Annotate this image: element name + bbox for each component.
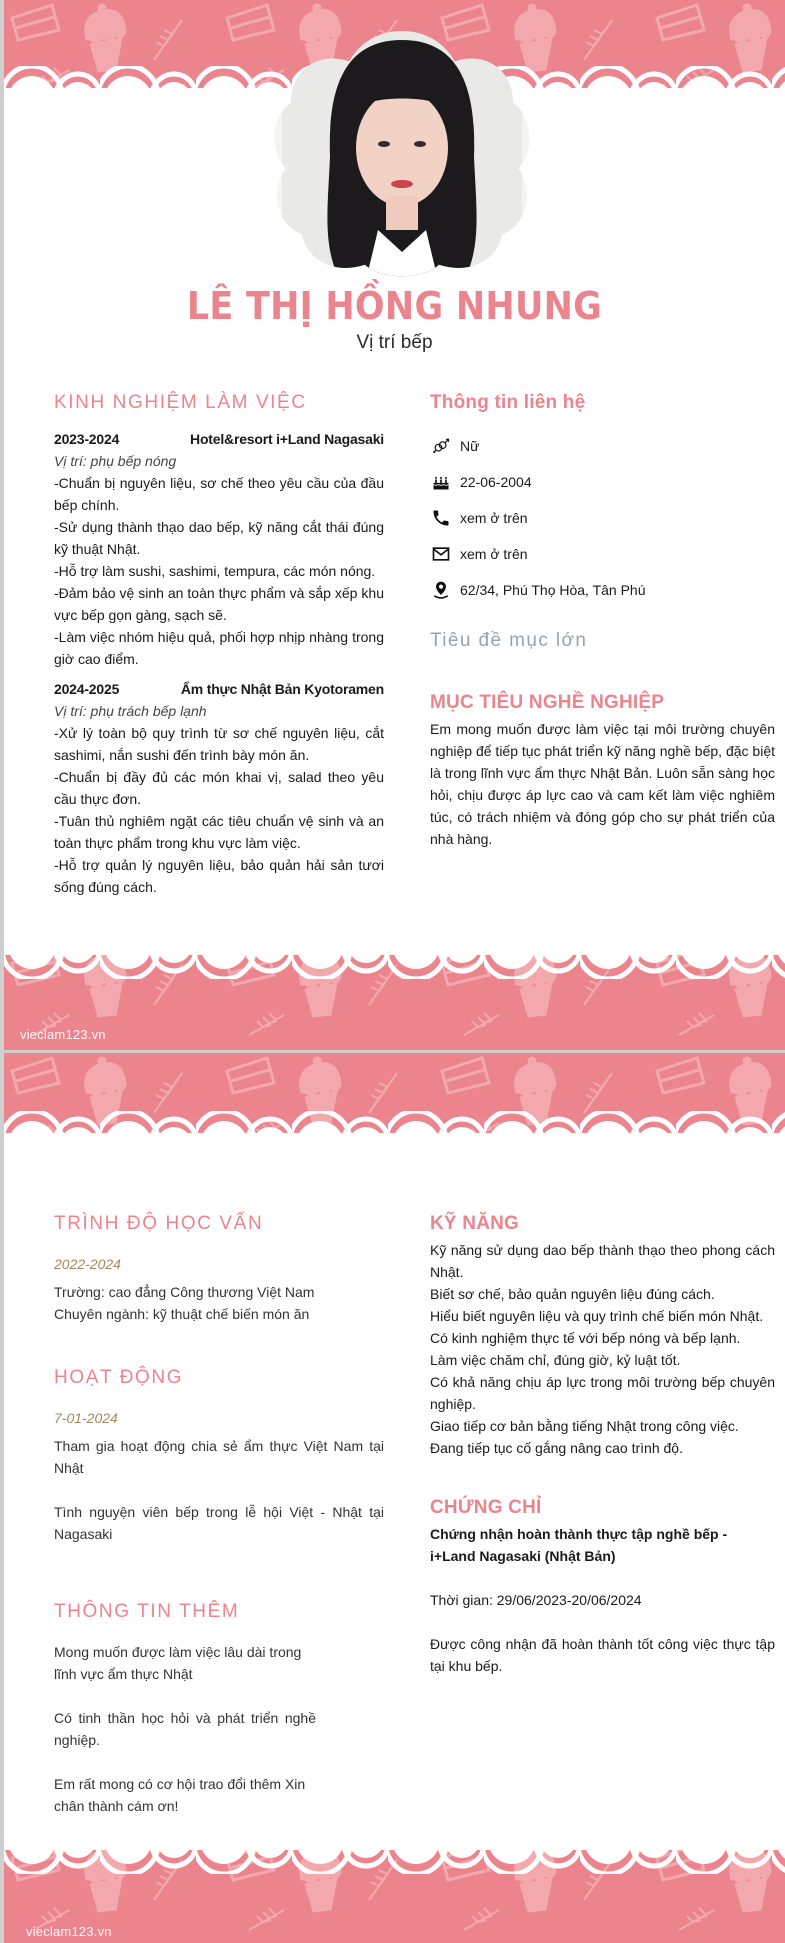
contact-value: xem ở trên xyxy=(460,510,528,526)
skill-item: Hiểu biết nguyên liệu và quy trình chế biến món Nhật. xyxy=(430,1308,764,1324)
left-column xyxy=(54,1213,384,1817)
certificates-heading: CHỨNG CHỈ xyxy=(430,1497,542,1518)
cv-page-2 xyxy=(4,1053,785,1943)
mail-icon xyxy=(430,543,452,565)
job-company: Hotel&resort i+Land Nagasaki xyxy=(190,431,384,447)
objective-text: Em mong muốn được làm việc tại môi trường chuyên nghiệp để tiếp tục phát triển kỹ năng nghề bếp, đặc biệt là trong lĩnh vực ẩm thực Nhật Bản. Luôn sẵn sàng học hỏi, chịu được áp lực cao và cam kết làm việc nghiêm túc, có trách nhiệm và đóng góp cho sự phát triển của nhà hàng. xyxy=(430,721,775,847)
contact-heading: Thông tin liên hệ xyxy=(430,392,586,413)
job-duty: -Chuẩn bị đầy đủ các món khai vị, salad theo yêu cầu thực đơn. xyxy=(54,769,384,807)
contact-email[interactable] xyxy=(430,536,775,572)
skills-heading: KỸ NĂNG xyxy=(430,1213,520,1234)
education-school: Trường: cao đẳng Công thương Việt Nam xyxy=(54,1284,315,1300)
job-duty: -Tuân thủ nghiêm ngặt các tiêu chuẩn vệ sinh và an toàn thực phẩm trong khu vực làm việc. xyxy=(54,813,384,851)
candidate-role: Vị trí bếp xyxy=(356,332,433,353)
activities-heading: HOẠT ĐỘNG xyxy=(54,1367,184,1388)
skill-item: Kỹ năng sử dụng dao bếp thành thạo theo phong cách Nhật. xyxy=(430,1242,775,1280)
job-duty: -Hỗ trợ làm sushi, sashimi, tempura, các món nóng. xyxy=(54,563,376,579)
contact-address xyxy=(430,572,775,608)
watermark: vieclam123.vn xyxy=(20,1027,106,1042)
watermark: vieclam123.vn xyxy=(26,1924,112,1939)
certificate-desc: Được công nhận đã hoàn thành tốt công việc thực tập tại khu bếp. xyxy=(430,1636,775,1674)
job-period: 2023-2024 xyxy=(54,431,120,447)
portrait-photo xyxy=(270,26,534,280)
contact-section xyxy=(430,392,775,850)
birthday-cake-icon xyxy=(430,471,452,493)
cv-page-1 xyxy=(4,0,785,1050)
certificate-period: Thời gian: 29/06/2023-20/06/2024 xyxy=(430,1592,642,1608)
activity-item: Tham gia hoạt động chia sẻ ẩm thực Việt Nam tại Nhật xyxy=(54,1438,384,1476)
avatar[interactable] xyxy=(270,26,534,280)
contact-phone[interactable] xyxy=(430,500,775,536)
right-column xyxy=(430,1213,775,1677)
job-position: Vị trí: phụ bếp nóng xyxy=(54,453,177,469)
additional-item: Có tinh thần học hỏi và phát triển nghề nghiệp. xyxy=(54,1710,316,1748)
additional-info-heading: THÔNG TIN THÊM xyxy=(54,1601,240,1622)
skill-item: Giao tiếp cơ bản bằng tiếng Nhật trong công việc. xyxy=(430,1418,739,1434)
experience-section xyxy=(54,392,384,898)
experience-heading: KINH NGHIỆM LÀM VIỆC xyxy=(54,392,307,413)
header-decorative-band xyxy=(4,1053,785,1145)
skill-item: Có khả năng chịu áp lực trong môi trường bếp chuyên nghiệp. xyxy=(430,1374,775,1412)
objective-heading: MỤC TIÊU NGHỀ NGHIỆP xyxy=(430,692,665,713)
contact-value: Nữ xyxy=(460,438,480,454)
additional-item: Em rất mong có cơ hội trao đổi thêm Xin chân thành cám ơn! xyxy=(54,1776,306,1814)
activity-date: 7-01-2024 xyxy=(54,1410,118,1426)
contact-value: 22-06-2004 xyxy=(460,474,532,490)
scallop-border-icon xyxy=(4,1111,785,1145)
certificate-name: Chứng nhận hoàn thành thực tập nghề bếp - i+Land Nagasaki (Nhật Bản) xyxy=(430,1526,728,1564)
job-duty: -Làm việc nhóm hiệu quả, phối hợp nhịp nhàng trong giờ cao điểm. xyxy=(54,629,384,667)
skill-item: Đang tiếp tục cố gắng nâng cao trình độ. xyxy=(430,1440,683,1456)
placeholder-heading: Tiêu đề mục lớn xyxy=(430,630,588,651)
activity-item: Tình nguyện viên bếp trong lễ hội Việt - Nhật tại Nagasaki xyxy=(54,1504,384,1542)
footer-decorative-band xyxy=(4,1840,785,1943)
skill-item: Biết sơ chế, bảo quản nguyên liệu đúng cách. xyxy=(430,1286,715,1302)
candidate-name: LÊ THỊ HỒNG NHUNG xyxy=(186,284,603,328)
scallop-border-icon xyxy=(4,945,785,979)
scallop-border-icon xyxy=(4,1840,785,1874)
footer-decorative-band xyxy=(4,945,785,1050)
contact-birthday xyxy=(430,464,775,500)
job-duty: -Hỗ trợ quản lý nguyên liệu, bảo quản hải sản tươi sống đúng cách. xyxy=(54,857,384,895)
job-company: Ẩm thực Nhật Bản Kyotoramen xyxy=(180,681,384,697)
skill-item: Có kinh nghiệm thực tế với bếp nóng và bếp lạnh. xyxy=(430,1330,741,1346)
job-position: Vị trí: phụ trách bếp lạnh xyxy=(54,703,207,719)
phone-icon xyxy=(430,507,452,529)
contact-value: 62/34, Phú Thọ Hòa, Tân Phú xyxy=(460,582,646,598)
job-entry xyxy=(54,678,384,898)
additional-item: Mong muốn được làm việc lâu dài trong lĩnh vực ẩm thực Nhật xyxy=(54,1644,302,1682)
contact-gender xyxy=(430,428,775,464)
job-entry xyxy=(54,428,384,670)
job-duty: -Chuẩn bị nguyên liệu, sơ chế theo yêu cầu của đầu bếp chính. xyxy=(54,475,384,513)
contact-value: xem ở trên xyxy=(460,546,528,562)
gender-icon xyxy=(430,435,452,457)
skill-item: Làm việc chăm chỉ, đúng giờ, kỷ luật tốt. xyxy=(430,1352,681,1368)
job-duty: -Xử lý toàn bộ quy trình từ sơ chế nguyên liệu, cắt sashimi, nắn sushi đến trình bày món ăn. xyxy=(54,725,384,763)
education-major: Chuyên ngành: kỹ thuật chế biến món ăn xyxy=(54,1306,310,1322)
location-pin-icon xyxy=(430,579,452,601)
education-heading: TRÌNH ĐỘ HỌC VẤN xyxy=(54,1213,264,1234)
job-duty: -Đảm bảo vệ sinh an toàn thực phẩm và sắp xếp khu vực bếp gọn gàng, sạch sẽ. xyxy=(54,585,384,623)
job-period: 2024-2025 xyxy=(54,681,120,697)
job-duty: -Sử dụng thành thạo dao bếp, kỹ năng cắt thái đúng kỹ thuật Nhật. xyxy=(54,519,384,557)
education-period: 2022-2024 xyxy=(54,1256,121,1272)
